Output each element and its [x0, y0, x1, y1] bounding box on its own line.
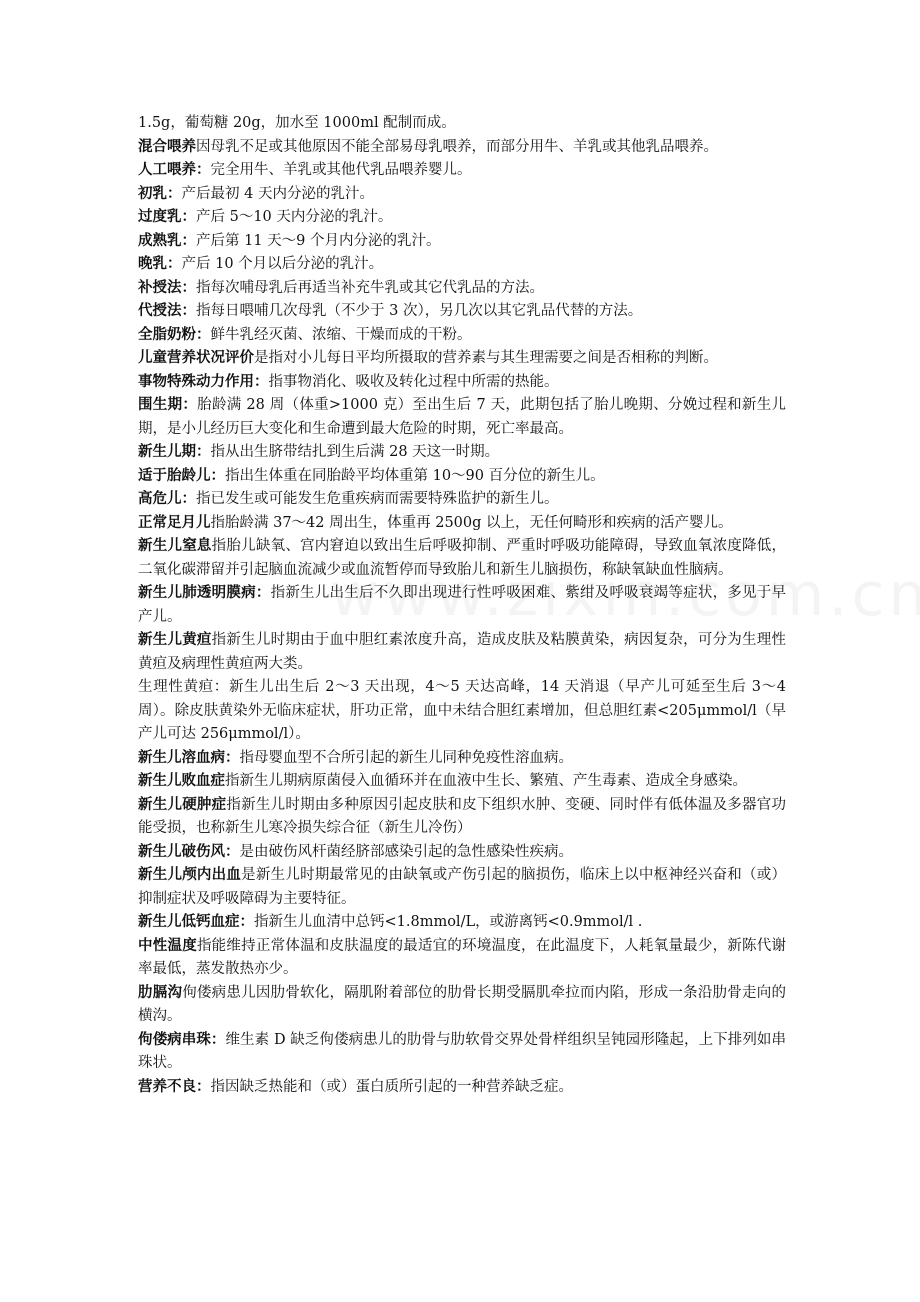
definition-entry — [138, 371, 786, 395]
definition-term: 混合喂养 — [138, 138, 196, 155]
definition-text: 佝偻病患儿因肋骨软化，隔肌附着部位的肋骨长期受膈肌牵拉而内陷，形成一条沿肋骨走向的横沟。 — [138, 984, 787, 1024]
definition-entry — [138, 864, 786, 911]
definition-entry — [138, 535, 786, 582]
definition-entry — [138, 277, 786, 301]
definition-term: 新生儿低钙血症： — [138, 914, 254, 930]
definition-text: 指能维持正常体温和皮肤温度的最适宜的环境温度，在此温度下，人耗氧量最少，新陈代谢率最低，蒸发散热亦少。 — [138, 937, 787, 977]
definition-term: 中性温度 — [138, 937, 197, 954]
definition-term: 新生儿期： — [138, 444, 211, 460]
definition-entry — [138, 324, 786, 348]
definition-entry — [138, 935, 786, 982]
definition-entry — [138, 582, 786, 629]
definition-text: 指胎儿缺氧、宫内窘迫以致出生后呼吸抑制、严重时呼吸功能障碍，导致血氧浓度降低，二氧化碳滞留并引起脑血流减少或血流暂停而导致胎儿和新生儿脑损伤，称缺氧缺血性脑病。 — [138, 538, 787, 578]
definition-text: 是指对小儿每日平均所摄取的营养素与其生理需要之间是否相称的判断。 — [254, 350, 718, 366]
definition-entry — [138, 441, 786, 465]
document-body — [138, 112, 786, 1099]
definition-term: 正常足月儿 — [138, 514, 211, 531]
definition-entry — [138, 512, 786, 536]
definition-text: 指新生儿血清中总钙<1.8mmol/L，或游离钙<0.9mmol/l . — [254, 914, 643, 930]
definition-term: 新生儿黄疸 — [138, 632, 212, 648]
definition-entry — [138, 465, 786, 489]
definition-term: 佝偻病串珠： — [138, 1031, 226, 1048]
definition-text: 产后 10 个月以后分泌的乳汁。 — [181, 256, 384, 272]
definition-entry — [138, 230, 786, 254]
definition-text: 指每次哺母乳后再适当补充牛乳或其它代乳品的方法。 — [196, 279, 544, 296]
definition-text: 产后 5～10 天内分泌的乳汁。 — [196, 209, 393, 225]
definition-term: 生理性黄疸： — [138, 679, 229, 695]
definition-text: 指新生儿时期由多种原因引起皮肤和皮下组织水肿、变硬、同时伴有低体温及多器官功能受损，也称新生儿寒冷损失综合征（新生儿冷伤） — [138, 796, 787, 836]
definition-text: 指事物消化、吸收及转化过程中所需的热能。 — [268, 373, 559, 390]
definition-text: 完全用牛、羊乳或其他代乳品喂养婴儿。 — [210, 162, 472, 178]
definition-entry — [138, 1076, 786, 1100]
definition-term: 新生儿肺透明膜病： — [138, 585, 271, 601]
definition-text: 因母乳不足或其他原因不能全部易母乳喂养，而部分用牛、羊乳或其他乳品喂养。 — [196, 138, 718, 155]
definition-text: 1.5g，葡萄糖 20g，加水至 1000ml 配制而成。 — [138, 115, 456, 131]
definition-text: 指从出生脐带结扎到生后满 28 天这一时期。 — [210, 444, 500, 460]
definition-term: 过度乳： — [138, 209, 196, 225]
definition-text: 指新生儿期病原菌侵入血循环并在血液中生长、繁殖、产生毒素、造成全身感染。 — [225, 773, 747, 789]
definition-text: 产后最初 4 天内分泌的乳汁。 — [181, 185, 374, 202]
definition-term: 肋膈沟 — [138, 984, 183, 1001]
definition-term: 新生儿败血症 — [138, 773, 225, 789]
definition-entry — [138, 982, 786, 1029]
definition-text: 指胎龄满 37～42 周出生，体重再 2500g 以上，无任何畸形和疾病的活产婴儿。 — [210, 514, 733, 531]
definition-entry — [138, 206, 786, 230]
definition-text: 是新生儿时期最常见的由缺氧或产伤引起的脑损伤，临床上以中枢神经兴奋和（或）抑制症状及呼吸障碍为主要特征。 — [138, 867, 787, 907]
definition-text: 指每日喂哺几次母乳（不少于 3 次），另几次以其它乳品代替的方法。 — [196, 303, 643, 319]
definition-term: 新生儿溶血病： — [138, 749, 240, 766]
definition-text: 指因缺乏热能和（或）蛋白质所引起的一种营养缺乏症。 — [210, 1078, 573, 1095]
definition-term: 晚乳： — [138, 256, 182, 272]
definition-entry — [138, 747, 786, 771]
definition-term: 高危儿： — [138, 491, 196, 507]
definition-text: 指新生儿时期由于血中胆红素浓度升高，造成皮肤及粘膜黄染，病因复杂，可分为生理性黄疸及病理性黄疸两大类。 — [138, 632, 787, 672]
definition-text: 指已发生或可能发生危重疾病而需要特殊监护的新生儿。 — [196, 491, 559, 507]
definition-text: 产后第 11 天～9 个月内分泌的乳汁。 — [196, 232, 441, 249]
definition-entry — [138, 394, 786, 441]
definition-term: 围生期： — [138, 397, 198, 413]
definition-entry — [138, 841, 786, 865]
definition-entry — [138, 112, 786, 136]
definition-term: 营养不良： — [138, 1078, 211, 1095]
definition-text: 指新生儿出生后不久即出现进行性呼吸困难、紫绀及呼吸衰竭等症状，多见于早产儿。 — [138, 585, 786, 625]
definition-text: 指母婴血型不合所引起的新生儿同种免疫性溶血病。 — [239, 749, 573, 766]
definition-term: 事物特殊动力作用： — [138, 373, 269, 390]
definition-text: 指出生体重在同胎龄平均体重第 10～90 百分位的新生儿。 — [225, 467, 605, 484]
definition-term: 代授法： — [138, 303, 196, 319]
definition-entry — [138, 136, 786, 160]
definition-term: 新生儿硬肿症 — [138, 796, 227, 813]
definition-text: 是由破伤风杆菌经脐部感染引起的急性感染性疾病。 — [239, 843, 573, 860]
definition-text: 鲜牛乳经灭菌、浓缩、干燥而成的干粉。 — [210, 326, 472, 343]
definition-term: 初乳： — [138, 185, 182, 202]
definition-entry — [138, 253, 786, 277]
definition-entry — [138, 159, 786, 183]
definition-term: 全脂奶粉： — [138, 326, 211, 343]
definition-entry — [138, 183, 786, 207]
definition-term: 新生儿窒息 — [138, 538, 212, 554]
definition-term: 成熟乳： — [138, 232, 196, 249]
definition-term: 新生儿破伤风： — [138, 843, 240, 860]
definition-term: 适于胎龄儿： — [138, 467, 225, 484]
definition-entry — [138, 676, 786, 747]
definition-entry — [138, 347, 786, 371]
definition-text: 维生素 D 缺乏佝偻病患儿的肋骨与肋软骨交界处骨样组织呈钝园形隆起，上下排列如串珠状。 — [138, 1031, 786, 1071]
definition-entry — [138, 794, 786, 841]
definition-text: 胎龄满 28 周（体重>1000 克）至出生后 7 天，此期包括了胎儿晚期、分娩过程和新生儿期，是小儿经历巨大变化和生命遭到最大危险的时期，死亡率最高。 — [138, 397, 787, 437]
definition-entry — [138, 488, 786, 512]
definition-entry — [138, 1029, 786, 1076]
definition-entry — [138, 300, 786, 324]
definition-term: 新生儿颅内出血 — [138, 867, 242, 883]
definition-entry — [138, 770, 786, 794]
definition-entry — [138, 629, 786, 676]
definition-term: 人工喂养： — [138, 162, 211, 178]
definition-entry — [138, 911, 786, 935]
definition-term: 补授法： — [138, 279, 196, 296]
definition-text: 新生儿出生后 2～3 天出现，4～5 天达高峰，14 天消退（早产儿可延至生后 3～4 周）。除皮肤黄染外无临床症状，肝功正常，血中未结合胆红素增加，但总胆红素<205μmmol/l（早产儿可达 256μmmol/l）。 — [138, 679, 786, 742]
definition-term: 儿童营养状况评价 — [138, 350, 254, 366]
